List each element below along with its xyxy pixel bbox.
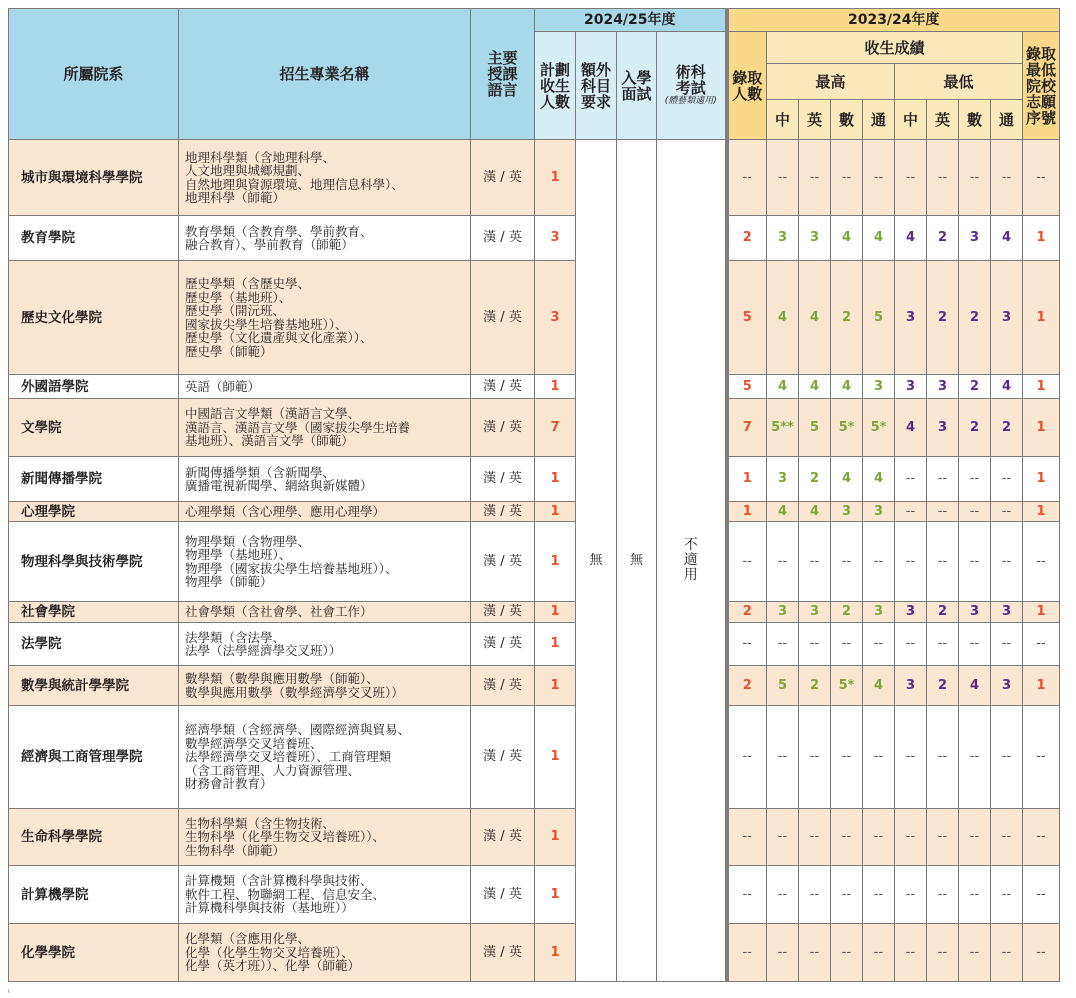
highest-score-cell: -- <box>799 924 831 982</box>
highest-score-cell: 5* <box>863 399 895 457</box>
min-choice-cell: -- <box>1023 522 1060 602</box>
lowest-score-cell: 2 <box>959 261 991 375</box>
highest-score-cell: 4 <box>767 261 799 375</box>
lowest-score-cell: 2 <box>927 666 959 706</box>
dept-cell: 生命科學學院 <box>9 809 179 866</box>
table-row <box>9 261 1060 375</box>
lowest-score-cell: -- <box>991 866 1023 924</box>
program-cell: 生物科學類（含生物技術、 生物科學（化學生物交叉培養班））、 生物科學（師範） <box>179 809 471 866</box>
plan-cell: 1 <box>535 924 576 982</box>
admitted-cell: 1 <box>727 502 767 522</box>
lowest-score-cell: -- <box>959 140 991 216</box>
lowest-score-cell: -- <box>895 866 927 924</box>
header-min-choice <box>1023 32 1060 140</box>
highest-score-cell: 3 <box>863 602 895 623</box>
highest-score-cell: 4 <box>863 216 895 261</box>
language-cell: 漢 / 英 <box>471 522 535 602</box>
highest-score-cell: 3 <box>799 602 831 623</box>
header-highest-subject: 英 <box>799 100 831 140</box>
lowest-score-cell: 3 <box>991 666 1023 706</box>
highest-score-cell: 3 <box>863 375 895 399</box>
header-plan <box>535 32 576 140</box>
lowest-score-cell: -- <box>895 809 927 866</box>
dept-cell: 法學院 <box>9 623 179 666</box>
admitted-cell: 5 <box>727 261 767 375</box>
lowest-score-cell: -- <box>991 457 1023 502</box>
plan-cell: 1 <box>535 809 576 866</box>
admission-table-container <box>8 8 1060 982</box>
dept-cell: 物理科學與技術學院 <box>9 522 179 602</box>
highest-score-cell: -- <box>767 866 799 924</box>
lowest-score-cell: -- <box>927 522 959 602</box>
table-row <box>9 866 1060 924</box>
plan-cell: 1 <box>535 623 576 666</box>
highest-score-cell: -- <box>767 809 799 866</box>
plan-cell: 1 <box>535 866 576 924</box>
header-language-text: 主要 授課 語言 <box>487 49 518 99</box>
program-cell: 化學類（含應用化學、 化學（化學生物交叉培養班）、 化學（英才班））、化學（師範） <box>179 924 471 982</box>
lowest-score-cell: 3 <box>991 602 1023 623</box>
header-art-exam-text: 術科 考試 <box>675 63 706 97</box>
table-row <box>9 924 1060 982</box>
highest-score-cell: 3 <box>831 502 863 522</box>
lowest-score-cell: -- <box>927 809 959 866</box>
highest-score-cell: -- <box>799 706 831 809</box>
lowest-score-cell: 3 <box>959 216 991 261</box>
admitted-cell: -- <box>727 706 767 809</box>
lowest-score-cell: -- <box>927 140 959 216</box>
admitted-cell: -- <box>727 140 767 216</box>
lowest-score-cell: -- <box>895 623 927 666</box>
header-interview <box>617 32 657 140</box>
highest-score-cell: 3 <box>767 216 799 261</box>
program-cell: 計算機類（含計算機科學與技術、 軟件工程、物聯網工程、信息安全、 計算機科學與技術（基地班）） <box>179 866 471 924</box>
min-choice-cell: 1 <box>1023 457 1060 502</box>
dept-cell: 化學學院 <box>9 924 179 982</box>
lowest-score-cell: 4 <box>895 399 927 457</box>
highest-score-cell: 4 <box>767 502 799 522</box>
min-choice-cell: -- <box>1023 809 1060 866</box>
plan-cell: 1 <box>535 522 576 602</box>
min-choice-cell: -- <box>1023 924 1060 982</box>
lowest-score-cell: -- <box>927 623 959 666</box>
min-choice-cell: 1 <box>1023 399 1060 457</box>
highest-score-cell: -- <box>831 522 863 602</box>
min-choice-cell: 1 <box>1023 502 1060 522</box>
header-extra <box>576 32 617 140</box>
lowest-score-cell: -- <box>959 502 991 522</box>
lowest-score-cell: -- <box>927 924 959 982</box>
admitted-cell: 2 <box>727 602 767 623</box>
lowest-score-cell: -- <box>991 924 1023 982</box>
highest-score-cell: 5 <box>799 399 831 457</box>
extra-requirement-cell: 無 <box>576 140 617 982</box>
highest-score-cell: -- <box>767 924 799 982</box>
min-choice-cell: -- <box>1023 866 1060 924</box>
lowest-score-cell: -- <box>927 457 959 502</box>
admitted-cell: -- <box>727 809 767 866</box>
highest-score-cell: -- <box>831 706 863 809</box>
program-cell: 新聞傳播學類（含新聞學、 廣播電視新聞學、網絡與新媒體） <box>179 457 471 502</box>
lowest-score-cell: -- <box>991 522 1023 602</box>
lowest-score-cell: -- <box>959 809 991 866</box>
header-highest-subject: 中 <box>767 100 799 140</box>
lowest-score-cell: 2 <box>959 375 991 399</box>
highest-score-cell: -- <box>799 623 831 666</box>
lowest-score-cell: 3 <box>927 399 959 457</box>
highest-score-cell: 5 <box>863 261 895 375</box>
highest-score-cell: 2 <box>799 457 831 502</box>
language-cell: 漢 / 英 <box>471 666 535 706</box>
table-row <box>9 375 1060 399</box>
header-interview-text: 入學 面試 <box>621 68 652 103</box>
dept-cell: 歷史文化學院 <box>9 261 179 375</box>
language-cell: 漢 / 英 <box>471 216 535 261</box>
header-program: 招生專業名稱 <box>179 9 471 140</box>
dept-cell: 計算機學院 <box>9 866 179 924</box>
header-year-2023-24: 2023/24年度 <box>727 9 1060 32</box>
highest-score-cell: -- <box>863 522 895 602</box>
admitted-cell: -- <box>727 623 767 666</box>
lowest-score-cell: -- <box>927 502 959 522</box>
table-row <box>9 216 1060 261</box>
table-row <box>9 502 1060 522</box>
min-choice-cell: 1 <box>1023 261 1060 375</box>
highest-score-cell: -- <box>831 924 863 982</box>
plan-cell: 1 <box>535 140 576 216</box>
highest-score-cell: 2 <box>799 666 831 706</box>
highest-score-cell: -- <box>863 706 895 809</box>
lowest-score-cell: -- <box>895 522 927 602</box>
lowest-score-cell: 3 <box>895 666 927 706</box>
highest-score-cell: 5 <box>767 666 799 706</box>
highest-score-cell: -- <box>767 623 799 666</box>
highest-score-cell: 2 <box>831 261 863 375</box>
dept-cell: 文學院 <box>9 399 179 457</box>
highest-score-cell: 3 <box>767 457 799 502</box>
min-choice-cell: -- <box>1023 140 1060 216</box>
admission-table <box>8 8 1060 982</box>
highest-score-cell: 4 <box>831 216 863 261</box>
program-cell: 物理學類（含物理學、 物理學（基地班）、 物理學（國家拔尖學生培養基地班））、 物理學（師範） <box>179 522 471 602</box>
table-row <box>9 623 1060 666</box>
highest-score-cell: 5* <box>831 666 863 706</box>
lowest-score-cell: 3 <box>895 602 927 623</box>
lowest-score-cell: -- <box>927 706 959 809</box>
lowest-score-cell: 3 <box>895 375 927 399</box>
lowest-score-cell: 3 <box>991 261 1023 375</box>
header-highest: 最高 <box>767 64 895 100</box>
highest-score-cell: -- <box>799 522 831 602</box>
highest-score-cell: -- <box>799 140 831 216</box>
plan-cell: 1 <box>535 457 576 502</box>
highest-score-cell: -- <box>831 623 863 666</box>
plan-cell: 3 <box>535 261 576 375</box>
lowest-score-cell: 3 <box>927 375 959 399</box>
highest-score-cell: -- <box>831 140 863 216</box>
language-cell: 漢 / 英 <box>471 623 535 666</box>
min-choice-cell: 1 <box>1023 375 1060 399</box>
dept-cell: 經濟與工商管理學院 <box>9 706 179 809</box>
admitted-cell: 1 <box>727 457 767 502</box>
highest-score-cell: 4 <box>799 375 831 399</box>
art-exam-cell: 不 適 用 <box>657 140 727 982</box>
footnote-mark: ⁽ <box>8 988 10 997</box>
lowest-score-cell: 3 <box>895 261 927 375</box>
plan-cell: 7 <box>535 399 576 457</box>
lowest-score-cell: -- <box>959 706 991 809</box>
lowest-score-cell: 4 <box>991 216 1023 261</box>
table-row <box>9 706 1060 809</box>
lowest-score-cell: 4 <box>959 666 991 706</box>
highest-score-cell: 4 <box>863 666 895 706</box>
lowest-score-cell: -- <box>895 706 927 809</box>
language-cell: 漢 / 英 <box>471 706 535 809</box>
language-cell: 漢 / 英 <box>471 602 535 623</box>
highest-score-cell: -- <box>831 809 863 866</box>
language-cell: 漢 / 英 <box>471 866 535 924</box>
highest-score-cell: 5** <box>767 399 799 457</box>
program-cell: 經濟學類（含經濟學、國際經濟與貿易、 數學經濟學交叉培養班、 法學經濟學交叉培養班）、工商管理類 （含工商管理、人力資源管理、 財務會計教育） <box>179 706 471 809</box>
header-admitted <box>727 32 767 140</box>
lowest-score-cell: -- <box>959 924 991 982</box>
highest-score-cell: -- <box>799 866 831 924</box>
min-choice-cell: -- <box>1023 706 1060 809</box>
interview-cell: 無 <box>617 140 657 982</box>
highest-score-cell: 3 <box>863 502 895 522</box>
lowest-score-cell: 3 <box>959 602 991 623</box>
min-choice-cell: 1 <box>1023 602 1060 623</box>
admitted-cell: -- <box>727 924 767 982</box>
highest-score-cell: -- <box>767 706 799 809</box>
lowest-score-cell: -- <box>991 502 1023 522</box>
header-min-choice-text: 錄取 最低 院校 志願 序號 <box>1025 44 1056 127</box>
lowest-score-cell: -- <box>895 924 927 982</box>
highest-score-cell: -- <box>767 522 799 602</box>
header-art-exam <box>657 32 727 140</box>
program-cell: 教育學類（含教育學、學前教育、 融合教育）、學前教育（師範） <box>179 216 471 261</box>
plan-cell: 1 <box>535 602 576 623</box>
lowest-score-cell: -- <box>991 809 1023 866</box>
program-cell: 數學類（數學與應用數學（師範）、 數學與應用數學（數學經濟學交叉班）） <box>179 666 471 706</box>
highest-score-cell: -- <box>863 924 895 982</box>
highest-score-cell: -- <box>799 809 831 866</box>
lowest-score-cell: -- <box>991 706 1023 809</box>
header-lowest-subject: 中 <box>895 100 927 140</box>
admitted-cell: 2 <box>727 666 767 706</box>
header-year-2024-25: 2024/25年度 <box>535 9 727 32</box>
language-cell: 漢 / 英 <box>471 399 535 457</box>
dept-cell: 數學與統計學學院 <box>9 666 179 706</box>
plan-cell: 1 <box>535 502 576 522</box>
header-extra-text: 額外 科目 要求 <box>580 60 611 111</box>
lowest-score-cell: -- <box>959 623 991 666</box>
program-cell: 英語（師範） <box>179 375 471 399</box>
header-lowest: 最低 <box>895 64 1023 100</box>
highest-score-cell: 4 <box>831 457 863 502</box>
language-cell: 漢 / 英 <box>471 809 535 866</box>
header-lowest-subject: 通 <box>991 100 1023 140</box>
header-dept: 所屬院系 <box>9 9 179 140</box>
language-cell: 漢 / 英 <box>471 457 535 502</box>
highest-score-cell: 3 <box>767 602 799 623</box>
program-cell: 法學類（含法學、 法學（法學經濟學交叉班）） <box>179 623 471 666</box>
lowest-score-cell: 2 <box>959 399 991 457</box>
program-cell: 歷史學類（含歷史學、 歷史學（基地班）、 歷史學（開沅班、 國家拔尖學生培養基地班））、 歷史學（文化遺產與文化產業））、 歷史學（師範） <box>179 261 471 375</box>
program-cell: 社會學類（含社會學、社會工作） <box>179 602 471 623</box>
dept-cell: 心理學院 <box>9 502 179 522</box>
lowest-score-cell: 2 <box>991 399 1023 457</box>
table-row <box>9 457 1060 502</box>
min-choice-cell: 1 <box>1023 216 1060 261</box>
lowest-score-cell: -- <box>895 457 927 502</box>
highest-score-cell: 4 <box>799 502 831 522</box>
admitted-cell: -- <box>727 866 767 924</box>
header-language <box>471 9 535 140</box>
header-scores: 收生成績 <box>767 32 1023 64</box>
program-cell: 心理學類（含心理學、應用心理學） <box>179 502 471 522</box>
header-lowest-subject: 數 <box>959 100 991 140</box>
header-lowest-subject: 英 <box>927 100 959 140</box>
plan-cell: 1 <box>535 706 576 809</box>
highest-score-cell: -- <box>863 809 895 866</box>
header-highest-subject: 通 <box>863 100 895 140</box>
highest-score-cell: -- <box>863 866 895 924</box>
lowest-score-cell: -- <box>959 457 991 502</box>
highest-score-cell: 4 <box>767 375 799 399</box>
table-row <box>9 602 1060 623</box>
plan-cell: 3 <box>535 216 576 261</box>
lowest-score-cell: -- <box>991 623 1023 666</box>
lowest-score-cell: 2 <box>927 602 959 623</box>
table-row <box>9 522 1060 602</box>
lowest-score-cell: 4 <box>991 375 1023 399</box>
highest-score-cell: 3 <box>799 216 831 261</box>
lowest-score-cell: 2 <box>927 216 959 261</box>
admitted-cell: -- <box>727 522 767 602</box>
table-row <box>9 399 1060 457</box>
table-row <box>9 809 1060 866</box>
highest-score-cell: 4 <box>831 375 863 399</box>
admitted-cell: 5 <box>727 375 767 399</box>
admitted-cell: 7 <box>727 399 767 457</box>
plan-cell: 1 <box>535 666 576 706</box>
header-plan-text: 計劃 收生 人數 <box>539 60 570 111</box>
language-cell: 漢 / 英 <box>471 261 535 375</box>
highest-score-cell: -- <box>863 623 895 666</box>
language-cell: 漢 / 英 <box>471 375 535 399</box>
lowest-score-cell: 2 <box>927 261 959 375</box>
highest-score-cell: -- <box>767 140 799 216</box>
dept-cell: 城市與環境科學學院 <box>9 140 179 216</box>
header-highest-subject: 數 <box>831 100 863 140</box>
dept-cell: 外國語學院 <box>9 375 179 399</box>
highest-score-cell: -- <box>863 140 895 216</box>
dept-cell: 新聞傳播學院 <box>9 457 179 502</box>
table-row <box>9 140 1060 216</box>
program-cell: 地理科學類（含地理科學、 人文地理與城鄉規劃、 自然地理與資源環境、地理信息科學）、 地理科學（師範） <box>179 140 471 216</box>
highest-score-cell: -- <box>831 866 863 924</box>
lowest-score-cell: 4 <box>895 216 927 261</box>
lowest-score-cell: -- <box>895 502 927 522</box>
program-cell: 中國語言文學類（漢語言文學、 漢語言、漢語言文學（國家拔尖學生培養 基地班）、漢語言文學（師範） <box>179 399 471 457</box>
plan-cell: 1 <box>535 375 576 399</box>
admitted-cell: 2 <box>727 216 767 261</box>
table-row <box>9 666 1060 706</box>
dept-cell: 教育學院 <box>9 216 179 261</box>
language-cell: 漢 / 英 <box>471 924 535 982</box>
highest-score-cell: 4 <box>863 457 895 502</box>
lowest-score-cell: -- <box>959 866 991 924</box>
lowest-score-cell: -- <box>895 140 927 216</box>
highest-score-cell: 5* <box>831 399 863 457</box>
lowest-score-cell: -- <box>927 866 959 924</box>
header-admitted-text: 錄取 人數 <box>732 68 763 103</box>
highest-score-cell: 4 <box>799 261 831 375</box>
min-choice-cell: -- <box>1023 623 1060 666</box>
language-cell: 漢 / 英 <box>471 140 535 216</box>
header-art-exam-note: (體藝類適用) <box>664 96 717 106</box>
dept-cell: 社會學院 <box>9 602 179 623</box>
lowest-score-cell: -- <box>991 140 1023 216</box>
language-cell: 漢 / 英 <box>471 502 535 522</box>
highest-score-cell: 2 <box>831 602 863 623</box>
lowest-score-cell: -- <box>959 522 991 602</box>
min-choice-cell: 1 <box>1023 666 1060 706</box>
